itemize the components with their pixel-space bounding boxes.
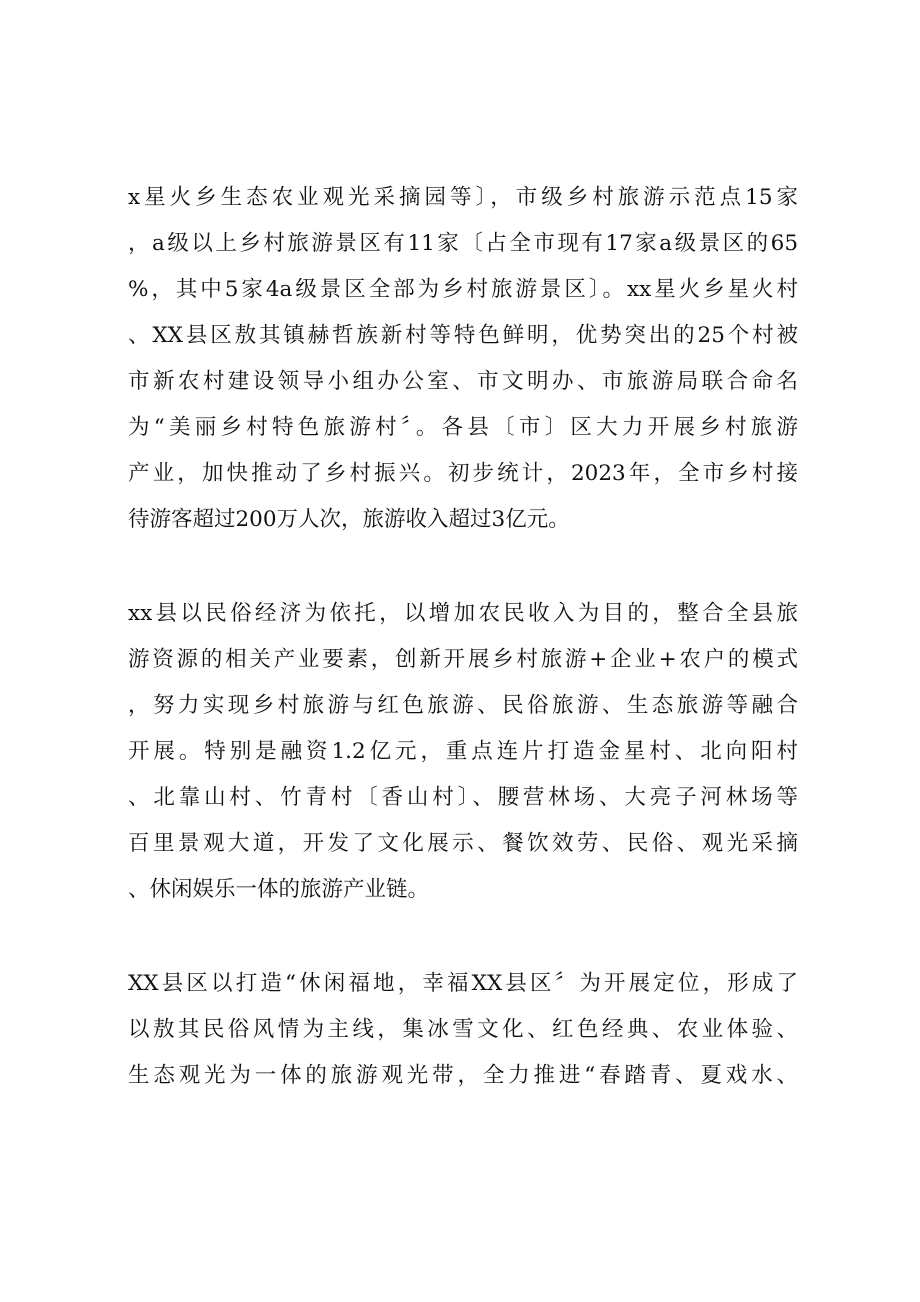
paragraph-line: 生态观光为一体的旅游观光带，全力推进“春踏青、夏戏水、	[128, 1063, 798, 1088]
paragraph-line: 、XX县区敖其镇赫哲族新村等特色鲜明，优势突出的25个村被	[128, 323, 798, 348]
paragraph-line: 市新农村建设领导小组办公室、市文明办、市旅游局联合命名	[128, 369, 798, 394]
paragraph-line: 以敖其民俗风情为主线，集冰雪文化、红色经典、农业体验、	[128, 1017, 798, 1042]
paragraph-line: 产业，加快推动了乡村振兴。初步统计，2023年，全市乡村接	[128, 461, 798, 486]
paragraph-line: 、北靠山村、竹青村〔香山村〕、腰营林场、大亮子河林场等	[128, 785, 798, 810]
paragraph-line: %，其中5家4a级景区全部为乡村旅游景区〕。xx星火乡星火村	[128, 277, 798, 302]
paragraph-line: 为“美丽乡村特色旅游村〞。各县〔市〕区大力开展乡村旅游	[128, 415, 798, 440]
paragraph-line: 、休闲娱乐一体的旅游产业链。	[128, 877, 430, 902]
paragraph-line: ，a级以上乡村旅游景区有11家〔占全市现有17家a级景区的65	[128, 231, 798, 256]
paragraph-line: ，努力实现乡村旅游与红色旅游、民俗旅游、生态旅游等融合	[128, 693, 798, 718]
paragraph-line: 百里景观大道，开发了文化展示、餐饮效劳、民俗、观光采摘	[128, 831, 798, 856]
paragraph-line: x星火乡生态农业观光采摘园等〕，市级乡村旅游示范点15家	[128, 185, 798, 210]
paragraph-line: 待游客超过200万人次，旅游收入超过3亿元。	[128, 507, 570, 532]
paragraph-line: xx县以民俗经济为依托，以增加农民收入为目的，整合全县旅	[128, 601, 798, 626]
paragraph-line: 开展。特别是融资1.2亿元，重点连片打造金星村、北向阳村	[128, 739, 798, 764]
paragraph-line: 游资源的相关产业要素，创新开展乡村旅游+企业+农户的模式	[128, 647, 798, 672]
paragraph-line: XX县区以打造“休闲福地，幸福XX县区〞为开展定位，形成了	[128, 971, 798, 996]
